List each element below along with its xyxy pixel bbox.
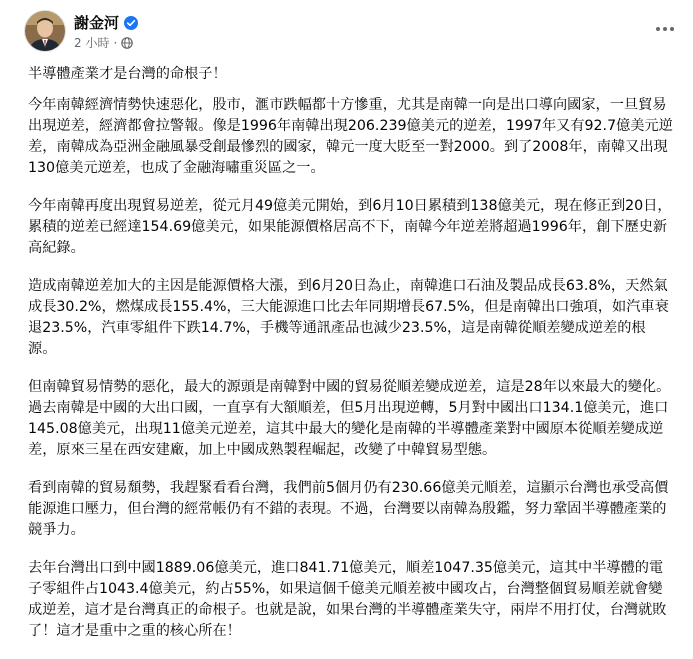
post-paragraph: 去年台灣出口到中國1889.06億美元，進口841.71億美元，順差1047.35億美元，這其中半導體的電子零組件占1043.4億美元，約占55%，如果這個千億美元順差被中國攻占，台灣整個貿易順差就會變成逆差，這才是台灣真正的命根子。也就是說，如果台灣的半導體產業失守，兩岸不用打仗，台灣就敗了！這才是重中之重的核心所在！ (28, 560, 667, 639)
post-paragraph: 造成南韓逆差加大的主因是能源價格大漲，到6月20日為止，南韓進口石油及製品成長63.8%，天然氣成長30.2%，燃煤成長155.4%，三大能源進口比去年同期增長67.5%，但是南韓出口強項，如汽車衰退23.5%，汽車零組件下跌14.7%，手機等通訊產品也減少23.5%，這是南韓從順差變成逆差的根源。 (28, 278, 669, 357)
more-options-button[interactable] (651, 12, 679, 40)
post-timestamp[interactable]: 2 小時 (74, 36, 110, 50)
post-paragraph: 今年南韓再度出現貿易逆差，從元月49億美元開始，到6月10日累積到138億美元，現在修正到20日，累積的逆差已經達154.69億美元，如果能源價格居高不下，南韓今年逆差將超過1996年，創下歷史新高紀錄。 (28, 198, 672, 256)
author-name-row (74, 14, 138, 32)
meta-separator: · (113, 36, 118, 50)
more-horizontal-icon (655, 17, 675, 36)
post-paragraph: 但南韓貿易情勢的惡化，最大的源頭是南韓對中國的貿易從順差變成逆差，這是28年以來最大的變化。過去南韓是中國的大出口國，一直享有大額順差，但5月出現逆轉，5月對中國出口134.1億美元，進口145.08億美元，出現11億美元逆差，這其中最大的變化是南韓的半導體產業對中國原本從順差變成逆差，原來三星在西安建廠，加上中國成熟製程崛起，改變了中韓貿易型態。 (28, 379, 671, 458)
post-meta (74, 35, 133, 51)
post-paragraph: 今年南韓經濟情勢快速惡化，股市，滙市跌幅都十方慘重，尤其是南韓一向是出口導向國家，一旦貿易出現逆差，經濟都會拉警報。像是1996年南韓出現206.239億美元的逆差，1997年又有92.7億美元逆差，南韓成為亞洲金融風暴受創最慘烈的國家，韓元一度大貶至一對2000。到了2008年，南韓又出現130億美元逆差，也成了金融海嘯重災區之一。 (28, 97, 673, 176)
author-name[interactable]: 謝金河 (74, 14, 120, 32)
author-avatar[interactable] (24, 10, 66, 52)
globe-icon[interactable] (121, 37, 133, 49)
post-paragraph: 半導體產業才是台灣的命根子！ (28, 66, 227, 82)
post-header (24, 10, 681, 58)
post-paragraph: 看到南韓的貿易頹勢，我趕緊看看台灣，我們前5個月仍有230.66億美元順差，這顯示台灣也承受高價能源進口壓力，但台灣的經常帳仍有不錯的表現。不過，台灣要以南韓為殷鑑，努力鞏固半導體產業的競爭力。 (28, 480, 669, 538)
verified-badge-icon (124, 16, 138, 30)
post-body (28, 64, 673, 659)
